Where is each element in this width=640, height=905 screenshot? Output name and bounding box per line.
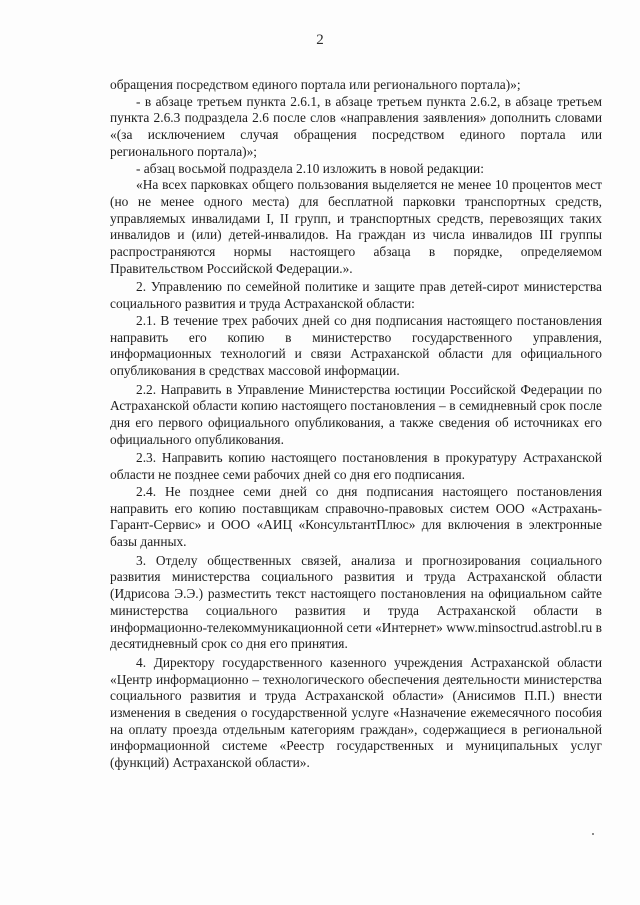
paragraph-item-2-4: 2.4. Не позднее семи дней со дня подписания настоящего постановления направить его копию поставщикам справочно-правовых систем ООО «Астрахань-Гарант-Сервис» и ООО «АИЦ «КонсультантПлюс» для включения в электронные базы данных. — [110, 483, 602, 549]
paragraph-item-2-1: 2.1. В течение трех рабочих дней со дня подписания настоящего постановления направить его копию в министерство государственного управления, информационных технологий и связи Астраханской области для официального опубликования в средствах массовой информации. — [110, 312, 602, 378]
scan-speck — [592, 833, 594, 835]
page-number: 2 — [316, 32, 324, 48]
paragraph-amend-2-6: - в абзаце третьем пункта 2.6.1, в абзаце третьем пункта 2.6.2, в абзаце третьем пункта 2.6.3 подраздела 2.6 после слов «направления заявления» дополнить словами «(за исключением случая обращения посредством единого портала или регионального портала)»; — [110, 93, 602, 159]
document-body — [110, 77, 602, 772]
paragraph-item-2-2: 2.2. Направить в Управление Министерства юстиции Российской Федерации по Астраханской области копию настоящего постановления – в семидневный срок после дня его первого официального опубликования, а также сведения об источниках его официального опубликования. — [110, 381, 602, 447]
paragraph-item-3: 3. Отделу общественных связей, анализа и прогнозирования социального развития министерства социального развития и труда Астраханской области (Идрисова Э.Э.) разместить текст настоящего постановления на официальном сайте министерства социального развития и труда Астраханской области в информационно-телекоммуникационной сети «Интернет» www.minsoctrud.astrobl.ru в десятидневный срок со дня его принятия. — [110, 552, 602, 652]
paragraph-item-4: 4. Директору государственного казенного учреждения Астраханской области «Центр информационно – технологического обеспечения деятельности министерства социального развития и труда Астраханской области» (Анисимов П.П.) внести изменения в сведения о государственной услуге «Назначение ежемесячного пособия на оплату проезда отдельным категориям граждан», содержащиеся в региональной информационной системе «Реестр государственных и муниципальных услуг (функций) Астраханской области». — [110, 654, 602, 771]
paragraph-continuation: обращения посредством единого портала или регионального портала)»; — [110, 77, 521, 92]
paragraph-item-2: 2. Управлению по семейной политике и защите прав детей-сирот министерства социального развития и труда Астраханской области: — [110, 279, 602, 312]
paragraph-amend-2-10: - абзац восьмой подраздела 2.10 изложить в новой редакции: — [136, 160, 484, 176]
paragraph-parking-quote: «На всех парковках общего пользования выделяется не менее 10 процентов мест (но не менее одного места) для бесплатной парковки транспортных средств, управляемых инвалидами I, II групп, и транспортных средств, перевозящих таких инвалидов и (или) детей-инвалидов. На граждан из числа инвалидов III группы распространяются нормы настоящего абзаца в порядке, определяемом Правительством Российской Федерации.». — [110, 177, 602, 276]
paragraph-item-2-3: 2.3. Направить копию настоящего постановления в прокуратуру Астраханской области не позднее семи рабочих дней со дня его подписания. — [110, 450, 602, 483]
